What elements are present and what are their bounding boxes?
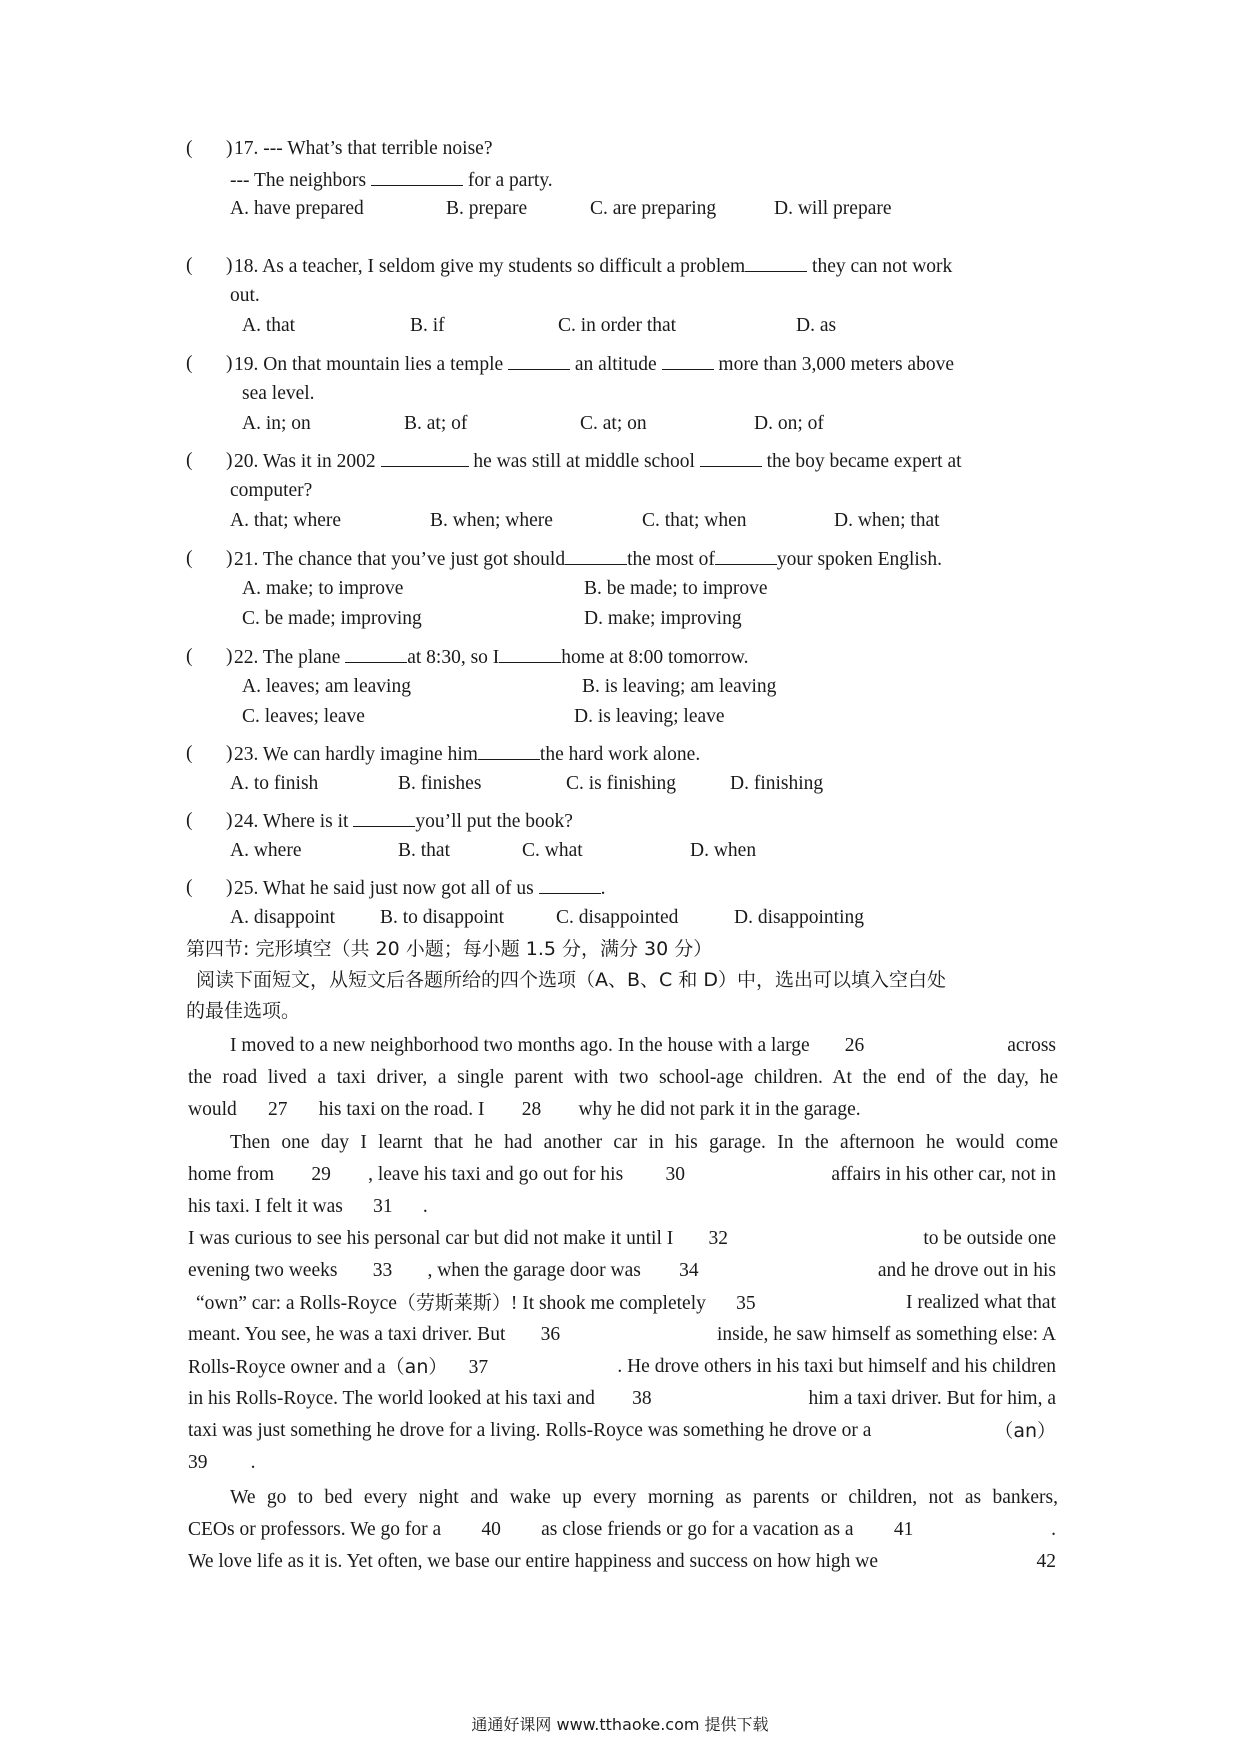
- option-a: A. to finish: [230, 773, 319, 794]
- answer-paren-close: ): [226, 138, 233, 159]
- answer-paren-open: (: [186, 255, 193, 276]
- answer-paren-close: ): [226, 810, 233, 831]
- question-18-line1: [234, 254, 952, 279]
- passage-text: meant. You see, he was a taxi driver. But: [188, 1324, 506, 1345]
- question-23-text-a: 23. We can hardly imagine him: [234, 744, 478, 765]
- option-c: C. is finishing: [566, 773, 676, 794]
- option-c: C. that; when: [642, 510, 747, 531]
- question-21-text-c: your spoken English.: [776, 549, 943, 570]
- passage-line: [230, 1034, 1056, 1058]
- passage-line: Then one day I learnt that he had another car in his garage. In the afternoon he would come: [230, 1132, 1058, 1153]
- answer-paren-open: (: [186, 548, 193, 569]
- passage-text: I was curious to see his personal car but did not make it until I: [188, 1228, 674, 1249]
- question-23-line1: [234, 742, 700, 767]
- option-a: A. where: [230, 840, 302, 861]
- passage-text: Rolls-Royce owner and a: [188, 1357, 386, 1378]
- option-d: D. when: [690, 840, 757, 861]
- blank-number: 41: [893, 1519, 914, 1540]
- passage-text: why he did not park it in the garage.: [578, 1099, 861, 1120]
- question-20-line2: computer?: [230, 480, 313, 501]
- option-d: D. disappointing: [734, 907, 864, 928]
- answer-paren-open: (: [186, 743, 193, 764]
- passage-text: home from: [188, 1164, 275, 1185]
- passage-text: We love life as it is. Yet often, we base our entire happiness and success on how high we: [188, 1551, 878, 1572]
- passage-line: [188, 1387, 1056, 1411]
- option-c: C. leaves; leave: [242, 706, 365, 727]
- option-c: C. in order that: [558, 315, 677, 336]
- passage-text: across: [1007, 1035, 1056, 1056]
- option-c: C. are preparing: [590, 198, 717, 219]
- passage-line: [188, 1419, 1056, 1443]
- answer-blank: [565, 547, 627, 565]
- blank-number: 40: [481, 1519, 501, 1540]
- answer-blank: [345, 645, 407, 663]
- answer-paren-close: ): [226, 548, 233, 569]
- question-19-text-b: an altitude: [570, 354, 662, 375]
- option-a: A. that: [242, 315, 296, 336]
- passage-line: We go to bed every night and wake up every morning as parents or children, not as bankers,: [230, 1487, 1058, 1508]
- passage-text: , leave his taxi and go out for his: [368, 1164, 624, 1185]
- passage-text: to be outside one: [923, 1228, 1056, 1249]
- passage-line: the road lived a taxi driver, a single parent with two school-age children. At the end of the day, he: [188, 1067, 1058, 1088]
- question-24-text-b: you’ll put the book?: [415, 811, 573, 832]
- answer-blank: [499, 645, 561, 663]
- passage-text: , when the garage door was: [427, 1260, 641, 1281]
- question-25-text-a: 25. What he said just now got all of us: [234, 878, 539, 899]
- passage-text: inside, he saw himself as something else: A: [716, 1324, 1056, 1345]
- question-17-text-b: for a party.: [462, 170, 553, 191]
- option-c: C. be made; improving: [242, 608, 422, 629]
- blank-number: 32: [708, 1228, 728, 1249]
- passage-text: ! It shook me completely: [510, 1293, 706, 1314]
- answer-paren-open: (: [186, 138, 193, 159]
- question-21-text-a: 21. The chance that you’ve just got should: [234, 549, 566, 570]
- passage-text: （an）: [994, 1420, 1056, 1442]
- answer-blank: [539, 876, 601, 894]
- option-a: A. have prepared: [230, 198, 364, 219]
- question-19-text-c: more than 3,000 meters above: [713, 354, 954, 375]
- section-heading: 第四节: 完形填空（共 20 小题；每小题 1.5 分，满分 30 分）: [186, 938, 713, 960]
- passage-text: in his Rolls-Royce. The world looked at his taxi and: [188, 1388, 595, 1409]
- question-24-line1: [234, 809, 573, 834]
- question-25-line1: [234, 876, 605, 901]
- question-20-text-c: the boy became expert at: [761, 451, 962, 472]
- option-d: D. when; that: [834, 510, 940, 531]
- question-20-line1: [234, 449, 962, 474]
- answer-blank: [371, 168, 463, 186]
- passage-text: .: [422, 1196, 428, 1217]
- option-a: A. that; where: [230, 510, 342, 531]
- question-19-line1: [234, 352, 954, 377]
- blank-number: 26: [844, 1035, 865, 1056]
- answer-paren-close: ): [226, 877, 233, 898]
- question-20-text-b: he was still at middle school: [468, 451, 700, 472]
- passage-line: [196, 1291, 1056, 1316]
- passage-line: [188, 1259, 1056, 1283]
- option-b: B. at; of: [404, 413, 468, 434]
- question-22-text-c: home at 8:00 tomorrow.: [561, 647, 749, 668]
- section-instruction-cont: 的最佳选项。: [186, 1000, 301, 1022]
- option-d: D. as: [796, 315, 837, 336]
- passage-text: taxi was just something he drove for a living. Rolls-Royce was something he drove or a: [188, 1420, 872, 1441]
- option-c: C. what: [522, 840, 583, 861]
- answer-blank: [478, 742, 540, 760]
- footer-watermark: 通通好课网 www.tthaoke.com 提供下载: [471, 1715, 769, 1734]
- question-19-text-a: 19. On that mountain lies a temple: [234, 354, 509, 375]
- option-b: B. prepare: [446, 198, 528, 219]
- answer-blank: [381, 449, 469, 467]
- passage-text: （劳斯莱斯）: [396, 1292, 511, 1314]
- question-18-text-b: they can not work: [807, 256, 953, 277]
- question-19-line2: sea level.: [242, 383, 315, 404]
- question-22-line1: [234, 645, 748, 670]
- option-b: B. be made; to improve: [584, 578, 768, 599]
- blank-number: 33: [372, 1260, 393, 1281]
- answer-paren-close: ): [226, 353, 233, 374]
- question-17-text-a: --- The neighbors: [230, 170, 371, 191]
- question-25-text-b: .: [600, 878, 606, 899]
- passage-text: “own” car: a Rolls-Royce: [196, 1293, 397, 1314]
- option-b: B. finishes: [398, 773, 482, 794]
- passage-text: （an）: [385, 1356, 448, 1378]
- blank-number: 42: [1036, 1551, 1056, 1572]
- passage-text: evening two weeks: [188, 1260, 338, 1281]
- blank-number: 38: [632, 1388, 652, 1409]
- option-d: D. is leaving; leave: [574, 706, 725, 727]
- blank-number: 35: [736, 1293, 756, 1314]
- passage-text: his taxi on the road. I: [318, 1099, 485, 1120]
- passage-line: [188, 1323, 1056, 1347]
- option-c: C. disappointed: [556, 907, 679, 928]
- answer-blank: [715, 547, 777, 565]
- answer-paren-close: ): [226, 646, 233, 667]
- option-b: B. when; where: [430, 510, 553, 531]
- blank-number: 31: [373, 1196, 393, 1217]
- answer-paren-open: (: [186, 810, 193, 831]
- passage-text: CEOs or professors. We go for a: [188, 1519, 442, 1540]
- passage-text: .: [1051, 1519, 1056, 1540]
- passage-line: [188, 1227, 1056, 1251]
- option-b: B. that: [398, 840, 450, 861]
- option-d: D. on; of: [754, 413, 824, 434]
- passage-text: and he drove out in his: [877, 1260, 1056, 1281]
- passage-text: I realized what that: [906, 1292, 1056, 1313]
- question-17-line2: [230, 168, 553, 193]
- answer-paren-open: (: [186, 353, 193, 374]
- question-18-line2: out.: [230, 285, 260, 306]
- option-a: A. make; to improve: [242, 578, 404, 599]
- blank-number: 37: [468, 1357, 489, 1378]
- passage-line: [188, 1451, 256, 1475]
- question-21-text-b: the most of: [627, 549, 715, 570]
- option-d: D. make; improving: [584, 608, 742, 629]
- blank-number: 27: [268, 1099, 288, 1120]
- passage-text: I moved to a new neighborhood two months ago. In the house with a large: [230, 1035, 810, 1056]
- answer-blank: [353, 809, 415, 827]
- blank-number: 29: [311, 1164, 331, 1185]
- question-17-stem: 17. --- What’s that terrible noise?: [234, 138, 493, 159]
- answer-blank: [662, 352, 714, 370]
- option-c: C. at; on: [580, 413, 647, 434]
- answer-blank: [745, 254, 807, 272]
- question-22-text-a: 22. The plane: [234, 647, 346, 668]
- passage-text: . He drove others in his taxi but himself and his children: [617, 1356, 1056, 1377]
- passage-line: [188, 1550, 1056, 1574]
- blank-number: 34: [679, 1260, 699, 1281]
- answer-paren-close: ): [226, 450, 233, 471]
- blank-number: 30: [665, 1164, 685, 1185]
- passage-line: [188, 1098, 861, 1122]
- option-a: A. disappoint: [230, 907, 336, 928]
- blank-number: 39: [188, 1452, 208, 1473]
- passage-line: [188, 1163, 1056, 1187]
- answer-blank: [700, 449, 762, 467]
- question-21-line1: [234, 547, 942, 572]
- question-22-text-b: at 8:30, so I: [407, 647, 500, 668]
- passage-text: as close friends or go for a vacation as a: [541, 1519, 854, 1540]
- passage-line: [188, 1195, 428, 1219]
- blank-number: 36: [540, 1324, 561, 1345]
- answer-paren-open: (: [186, 450, 193, 471]
- answer-paren-open: (: [186, 877, 193, 898]
- passage-text: would: [188, 1099, 237, 1120]
- option-a: A. leaves; am leaving: [242, 676, 411, 697]
- question-23-text-b: the hard work alone.: [539, 744, 701, 765]
- option-b: B. to disappoint: [380, 907, 505, 928]
- passage-text: him a taxi driver. But for him, a: [808, 1388, 1056, 1409]
- option-d: D. will prepare: [774, 198, 892, 219]
- blank-number: 28: [521, 1099, 542, 1120]
- passage-line: [188, 1518, 1056, 1542]
- passage-text: .: [250, 1452, 256, 1473]
- answer-blank: [508, 352, 570, 370]
- passage-line: [188, 1355, 1056, 1380]
- question-20-text-a: 20. Was it in 2002: [234, 451, 381, 472]
- answer-paren-open: (: [186, 646, 193, 667]
- answer-paren-close: ): [226, 743, 233, 764]
- question-24-text-a: 24. Where is it: [234, 811, 354, 832]
- passage-text: his taxi. I felt it was: [188, 1196, 343, 1217]
- question-18-text-a: 18. As a teacher, I seldom give my students so difficult a problem: [234, 256, 746, 277]
- option-b: B. if: [410, 315, 445, 336]
- passage-text: affairs in his other car, not in: [831, 1164, 1056, 1185]
- answer-paren-close: ): [226, 255, 233, 276]
- section-instruction: 阅读下面短文，从短文后各题所给的四个选项（A、B、C 和 D）中，选出可以填入空白处: [196, 969, 947, 991]
- option-b: B. is leaving; am leaving: [582, 676, 777, 697]
- option-a: A. in; on: [242, 413, 311, 434]
- option-d: D. finishing: [730, 773, 824, 794]
